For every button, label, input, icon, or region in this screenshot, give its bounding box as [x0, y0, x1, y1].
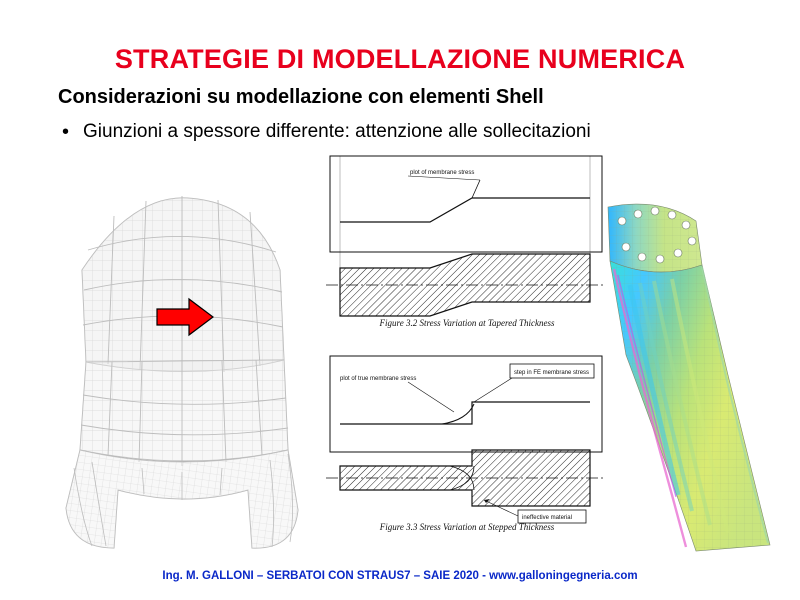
- svg-text:ineffective material: ineffective material: [522, 515, 572, 521]
- page-title: STRATEGIE DI MODELLAZIONE NUMERICA: [114, 44, 686, 74]
- reference-figures: [322, 150, 612, 550]
- stress-contour-model: [600, 195, 800, 555]
- figure-3-3: [322, 350, 612, 550]
- slide-footer: Ing. M. GALLONI – SERBATOI CON STRAUS7 – SAIE 2020 - www.galloningegneria.com: [162, 570, 638, 582]
- svg-text:plot of true membrane stress: plot of true membrane stress: [340, 376, 417, 382]
- bullet-label: Giunzioni a spessore differente: attenzione alle sollecitazioni: [83, 121, 591, 142]
- shell-mesh-model: [22, 150, 342, 550]
- red-arrow-pointer: [155, 295, 215, 339]
- figure-3-2: [322, 150, 612, 345]
- figure-3-3-caption: Figure 3.3 Stress Variation at Stepped Thickness: [379, 522, 555, 532]
- bullet-marker: •: [62, 121, 70, 143]
- slide-subtitle: Considerazioni su modellazione con elementi Shell: [58, 86, 544, 108]
- bullet-item: [62, 120, 591, 144]
- figure-3-2-caption: Figure 3.2 Stress Variation at Tapered Thickness: [379, 318, 555, 328]
- svg-text:step in FE membrane stress: step in FE membrane stress: [514, 370, 590, 376]
- svg-text:plot of membrane stress: plot of membrane stress: [410, 170, 475, 176]
